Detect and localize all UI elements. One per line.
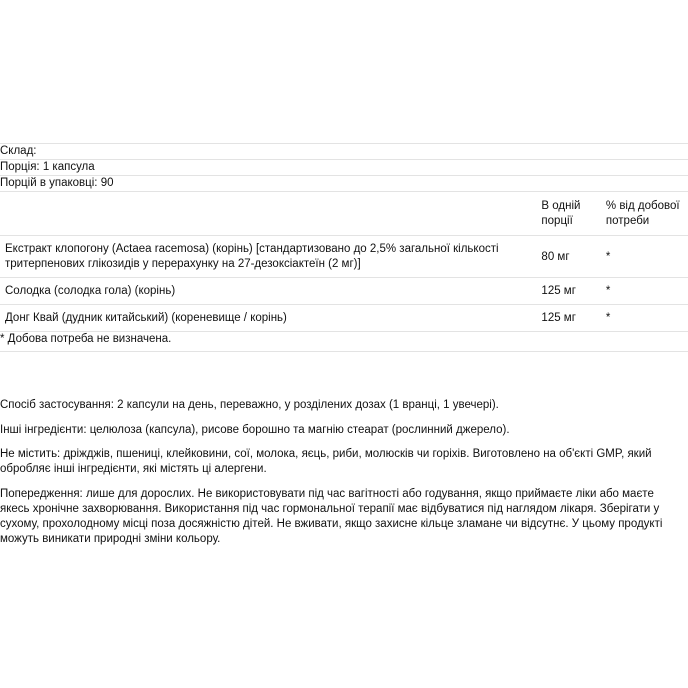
servings-per-container: Порцій в упаковці: 90	[0, 177, 114, 189]
usage-text: Спосіб застосування: 2 капсули на день, переважно, у розділених дозах (1 вранці, 1 увечері).	[0, 399, 499, 411]
footnote: * Добова потреба не визначена.	[0, 332, 688, 352]
ingredient-amount: 125 мг	[541, 312, 576, 324]
ingredient-amount: 80 мг	[541, 250, 570, 263]
ingredient-name: Солодка (солодка гола) (корінь)	[5, 285, 176, 297]
table-row	[0, 278, 688, 305]
column-header-amount: В одній порції	[541, 200, 581, 227]
header-spacer	[0, 192, 541, 236]
column-header-daily-value: % від добової потреби	[605, 200, 680, 227]
serving-row	[0, 160, 688, 176]
composition-row	[0, 144, 688, 160]
serving-size: Порція: 1 капсула	[0, 161, 95, 173]
composition-label: Склад:	[0, 145, 37, 157]
ingredient-amount: 125 мг	[541, 285, 576, 297]
other-ingredients-text: Інші інгредієнти: целюлоза (капсула), рисове борошно та магнію стеарат (рослинний джерело).	[0, 424, 510, 436]
warning-text: Попередження: лише для дорослих. Не використовувати під час вагітності або годування, якщо приймаєте ліки або маєте якесь хронічне захворювання. Використання під час гормональної терапії має відбуватися під наглядом лікаря. Зберігати у сухому, прохолодному місці поза досяжністю дітей. Не вживати, якщо захисне кільце зламане чи відсутнє. У цьому продукті можуть виникати природні зміни кольору.	[0, 488, 663, 545]
table-row	[0, 305, 688, 332]
ingredient-daily-value: *	[605, 312, 611, 324]
table-header-row	[0, 192, 688, 236]
ingredient-name: Екстракт клопогону (Actaea racemosa) (корінь) [стандартизовано до 2,5% загальної кількості тритерпенових глікозидів у перерахунку на 27-дезоксіактеїн (2 мг)]	[5, 243, 499, 270]
table-row	[0, 236, 688, 278]
ingredient-name: Донг Квай (дудник китайський) (кореневище / корінь)	[5, 312, 287, 324]
servings-per-container-row	[0, 176, 688, 192]
free-of-text: Не містить: дріжджів, пшениці, клейковини, сої, молока, яєць, риби, молюсків чи горіхів. Виготовлено на об'єкті GMP, який обробляє інші інгредієнти, які містять ці алергени.	[0, 448, 652, 475]
footnote-row	[0, 332, 688, 352]
supplement-facts-table	[0, 143, 688, 352]
ingredient-daily-value: *	[605, 250, 611, 263]
ingredient-daily-value: *	[605, 285, 611, 297]
